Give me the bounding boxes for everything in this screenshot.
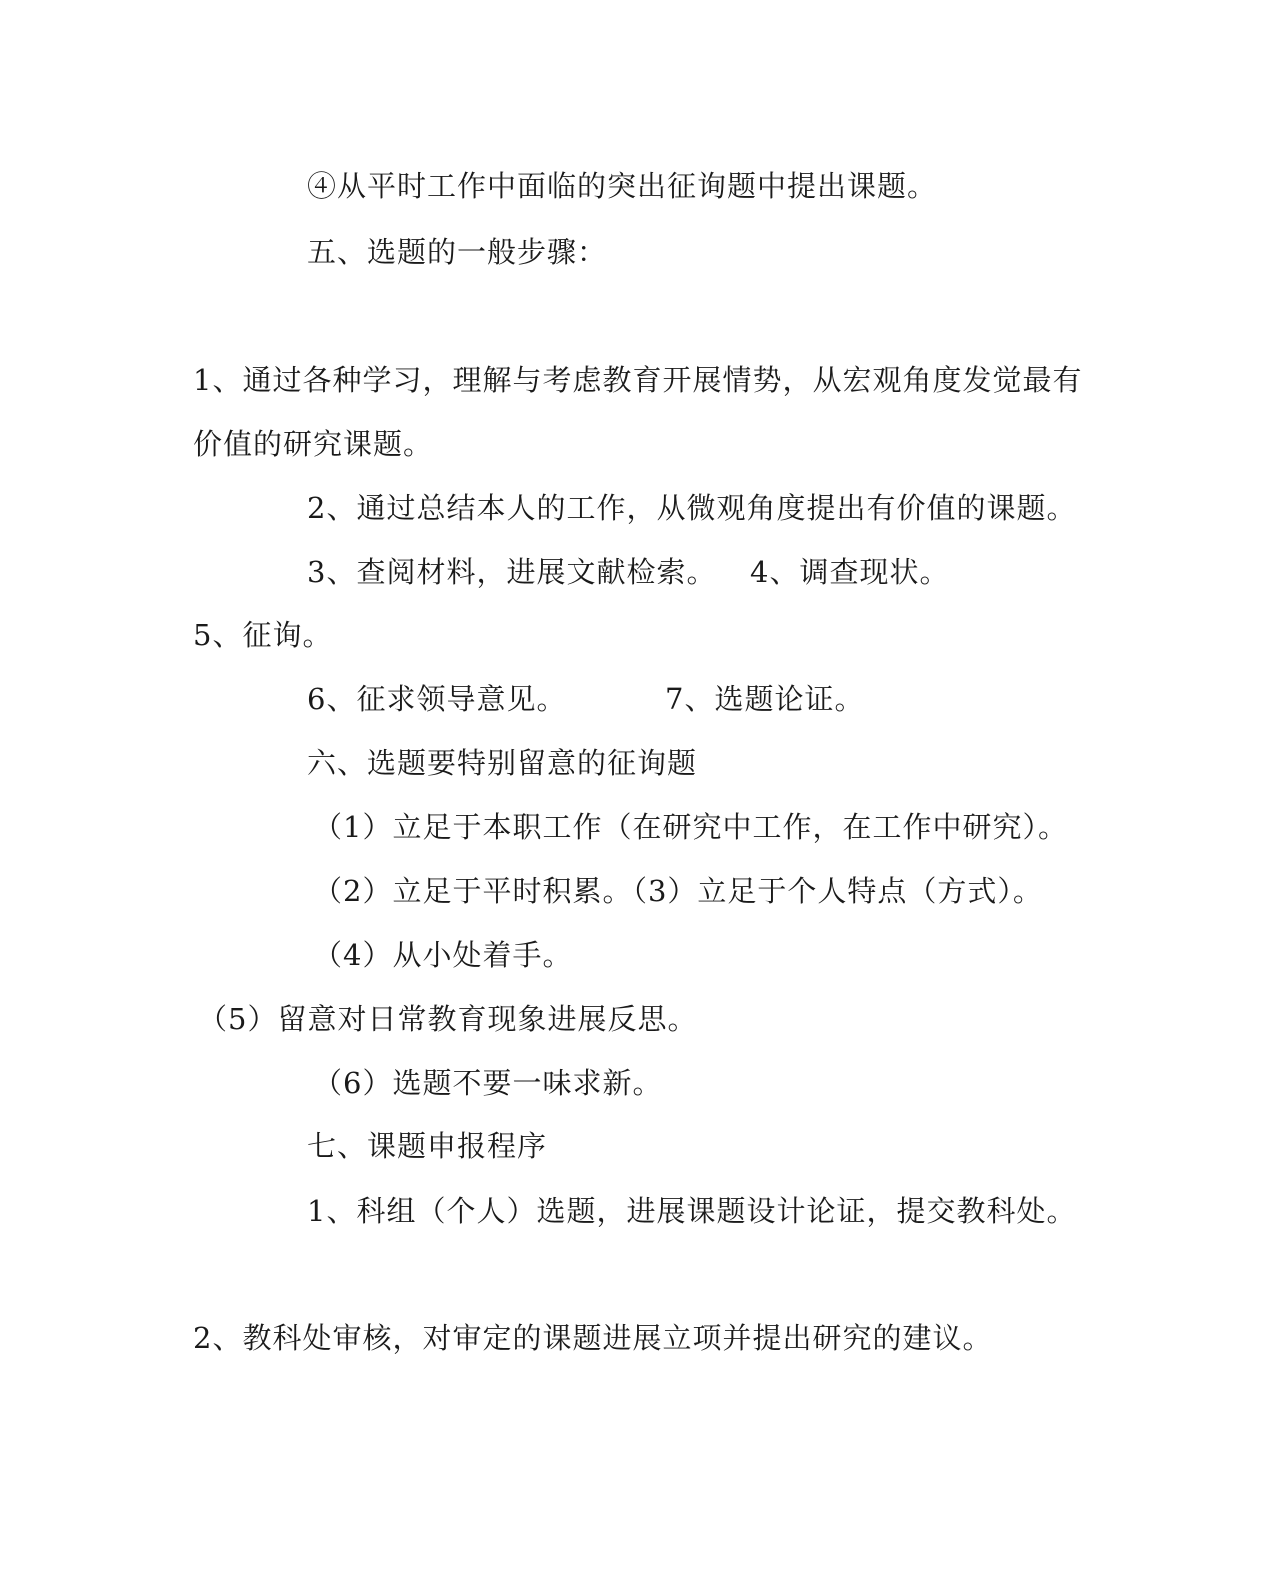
step-1-line-2: 价值的研究课题。 bbox=[193, 427, 434, 461]
note-4: （4）从小处着手。 bbox=[313, 938, 573, 972]
step-1-line-1: 1、通过各种学习，理解与考虑教育开展情势，从宏观角度发觉最有 bbox=[193, 363, 1083, 397]
procedure-1: 1、科组（个人）选题，进展课题设计论证，提交教科处。 bbox=[307, 1194, 1077, 1228]
step-6: 6、征求领导意见。 bbox=[307, 682, 567, 716]
section-7-heading: 七、课题申报程序 bbox=[307, 1129, 548, 1163]
section-5-heading: 五、选题的一般步骤： bbox=[307, 235, 608, 269]
note-2-3: （2）立足于平时积累。（3）立足于个人特点（方式）。 bbox=[313, 874, 1043, 908]
item-4-propose-from-problems: ④从平时工作中面临的突出征询题中提出课题。 bbox=[307, 169, 938, 203]
step-7: 7、选题论证。 bbox=[665, 682, 865, 716]
note-5: （5）留意对日常教育现象进展反思。 bbox=[198, 1002, 698, 1036]
section-6-heading: 六、选题要特别留意的征询题 bbox=[307, 746, 698, 780]
step-3: 3、查阅材料，进展文献检索。 bbox=[307, 555, 717, 589]
step-5: 5、征询。 bbox=[193, 618, 333, 652]
note-1: （1）立足于本职工作（在研究中工作，在工作中研究）。 bbox=[313, 810, 1068, 844]
step-4: 4、调查现状。 bbox=[750, 555, 950, 589]
note-6: （6）选题不要一味求新。 bbox=[313, 1066, 663, 1100]
step-2: 2、通过总结本人的工作，从微观角度提出有价值的课题。 bbox=[307, 491, 1077, 525]
procedure-2: 2、教科处审核，对审定的课题进展立项并提出研究的建议。 bbox=[193, 1321, 993, 1355]
